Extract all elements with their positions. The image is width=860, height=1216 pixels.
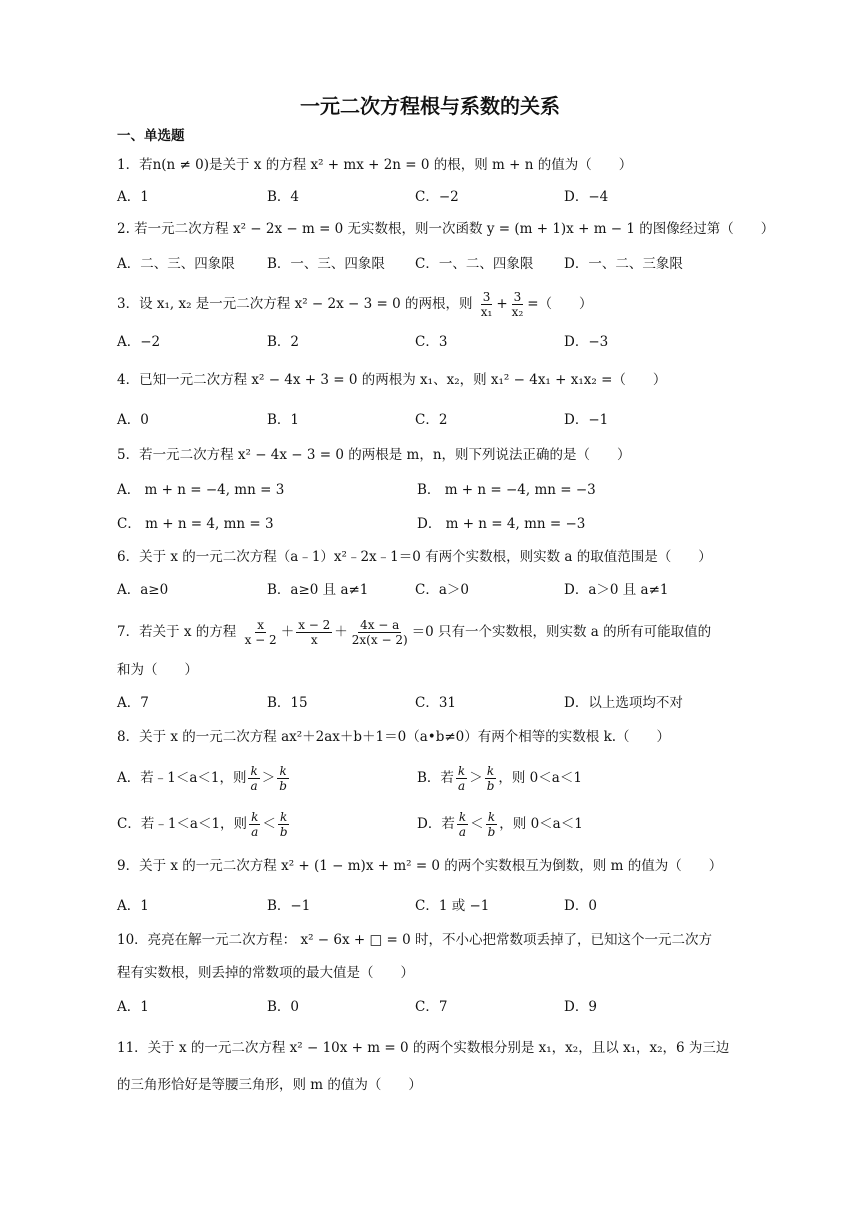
question-10: 10．亮亮在解一元二次方程： x² − 6x + □ = 0 时，不小心把常数项丢掉了，已知这个一元二次方 (117, 932, 713, 948)
fraction: $\frac{3}{\text{x₁}}$ (480, 290, 493, 319)
option-a[interactable]: A．a≥0 (117, 582, 169, 598)
options-8b (117, 810, 757, 840)
question-5: 5．若一元二次方程 x² − 4x − 3 = 0 的两根是 m，n，则下列说法正确的是（ ） (117, 447, 631, 463)
options-4 (117, 410, 757, 430)
option-c[interactable]: C．2 (415, 412, 448, 428)
options-6 (117, 580, 757, 600)
question-3-tail: =（ ） (527, 296, 593, 312)
option-b[interactable]: B．若 $\frac{k}{a}$ ＞ $\frac{k}{b}$ ，则 0＜a＜1 (417, 764, 582, 793)
options-5a (117, 480, 757, 500)
option-c[interactable]: C．1 或 −1 (415, 898, 490, 914)
option-d[interactable]: D．0 (564, 898, 597, 914)
options-3 (117, 332, 757, 352)
option-c[interactable]: C．31 (415, 695, 457, 711)
option-c[interactable]: C．a＞0 (415, 582, 469, 598)
option-a[interactable]: A．1 (117, 999, 149, 1015)
option-d[interactable]: D．一、二、三象限 (564, 256, 683, 272)
question-7-line-2: 和为（ ） (117, 662, 198, 678)
option-d[interactable]: D．−4 (564, 189, 609, 205)
fraction: $\frac{3}{\text{x₂}}$ (511, 290, 524, 319)
option-a[interactable]: A．−2 (117, 334, 161, 350)
question-3-text: 3．设 x₁, x₂ 是一元二次方程 x² − 2x − 3 = 0 的两根，则 (117, 296, 473, 312)
option-b[interactable]: B． m + n = −4, mn = −3 (417, 482, 596, 498)
option-d[interactable]: D．−1 (564, 412, 609, 428)
question-3: 3．设 x₁, x₂ 是一元二次方程 x² − 2x − 3 = 0 的两根，则 $\frac{3}{\text{x₁}}$ + $\frac{3}{\text{x₂}}$ =（ ） (117, 290, 593, 319)
option-a[interactable]: A．0 (117, 412, 149, 428)
fraction: $\frac{x}{x - 2}$ (244, 618, 277, 647)
question-6: 6．关于 x 的一元二次方程（a﹣1）x²﹣2x﹣1＝0 有两个实数根，则实数 a 的取值范围是（ ） (117, 549, 712, 565)
options-5b (117, 514, 757, 534)
option-b[interactable]: B．0 (267, 999, 300, 1015)
option-c[interactable]: C．一、二、四象限 (415, 256, 534, 272)
option-d[interactable]: D． m + n = 4, mn = −3 (417, 516, 586, 532)
option-a[interactable]: A．7 (117, 695, 149, 711)
question-2: 2. 若一元二次方程 x² − 2x − m = 0 无实数根，则一次函数 y = (m + 1)x + m − 1 的图像经过第（ ） (117, 221, 775, 237)
option-a[interactable]: A．二、三、四象限 (117, 256, 235, 272)
page-title: 一元二次方程根与系数的关系 (300, 94, 560, 118)
options-10 (117, 997, 757, 1017)
question-8: 8．关于 x 的一元二次方程 ax²＋2ax＋b＋1＝0（a•b≠0）有两个相等的实数根 k.（ ） (117, 729, 671, 745)
question-1: 1．若n(n ≠ 0)是关于 x 的方程 x² + mx + 2n = 0 的根，则 m + n 的值为（ ） (117, 157, 633, 173)
option-d[interactable]: D．以上选项均不对 (564, 695, 683, 711)
question-4: 4．已知一元二次方程 x² − 4x + 3 = 0 的两根为 x₁、x₂，则 x₁² − 4x₁ + x₁x₂ =（ ） (117, 372, 667, 388)
question-9: 9．关于 x 的一元二次方程 x² + (1 − m)x + m² = 0 的两个实数根互为倒数，则 m 的值为（ ） (117, 858, 723, 874)
option-c[interactable]: C．3 (415, 334, 448, 350)
question-7: 7．若关于 x 的方程 $\frac{x}{x - 2}$ ＋ $\frac{x - 2}{x}$ ＋ $\frac{4x - a}{2x(x - 2)}$ ＝0 只有一个实数根，则实数 a 的所有可能取值的 (117, 618, 712, 647)
options-1 (117, 187, 757, 207)
options-8a (117, 764, 757, 794)
option-a[interactable]: A．若﹣1＜a＜1，则 $\frac{k}{a}$ ＞ $\frac{k}{b}$ (117, 764, 287, 793)
option-a[interactable]: A． m + n = −4, mn = 3 (117, 482, 285, 498)
option-b[interactable]: B．2 (267, 334, 300, 350)
option-b[interactable]: B．−1 (267, 898, 311, 914)
option-b[interactable]: B．一、三、四象限 (267, 256, 385, 272)
options-2 (117, 254, 757, 274)
question-11: 11．关于 x 的一元二次方程 x² − 10x + m = 0 的两个实数根分别是 x₁，x₂，且以 x₁，x₂，6 为三边 (117, 1040, 730, 1056)
option-d[interactable]: D．若 $\frac{k}{a}$ ＜ $\frac{k}{b}$ ，则 0＜a＜1 (417, 810, 583, 839)
option-b[interactable]: B．1 (267, 412, 300, 428)
section-heading: 一、单选题 (117, 128, 185, 144)
option-c[interactable]: C．7 (415, 999, 448, 1015)
option-c[interactable]: C． m + n = 4, mn = 3 (117, 516, 274, 532)
fraction: $\frac{x - 2}{x}$ (298, 618, 331, 647)
option-a[interactable]: A．1 (117, 898, 149, 914)
option-d[interactable]: D．a＞0 且 a≠1 (564, 582, 669, 598)
option-c[interactable]: C．−2 (415, 189, 459, 205)
option-a[interactable]: A．1 (117, 189, 149, 205)
option-c[interactable]: C．若﹣1＜a＜1，则 $\frac{k}{a}$ ＜ $\frac{k}{b}$ (117, 810, 288, 839)
question-10-line-2: 程有实数根，则丢掉的常数项的最大值是（ ） (117, 965, 414, 981)
options-7 (117, 693, 757, 713)
option-b[interactable]: B．15 (267, 695, 308, 711)
option-b[interactable]: B．a≥0 且 a≠1 (267, 582, 369, 598)
fraction: $\frac{4x - a}{2x(x - 2)}$ (351, 618, 408, 647)
option-d[interactable]: D．−3 (564, 334, 609, 350)
question-11-line-2: 的三角形恰好是等腰三角形，则 m 的值为（ ） (117, 1077, 422, 1093)
option-d[interactable]: D．9 (564, 999, 597, 1015)
options-9 (117, 896, 757, 916)
option-b[interactable]: B．4 (267, 189, 300, 205)
